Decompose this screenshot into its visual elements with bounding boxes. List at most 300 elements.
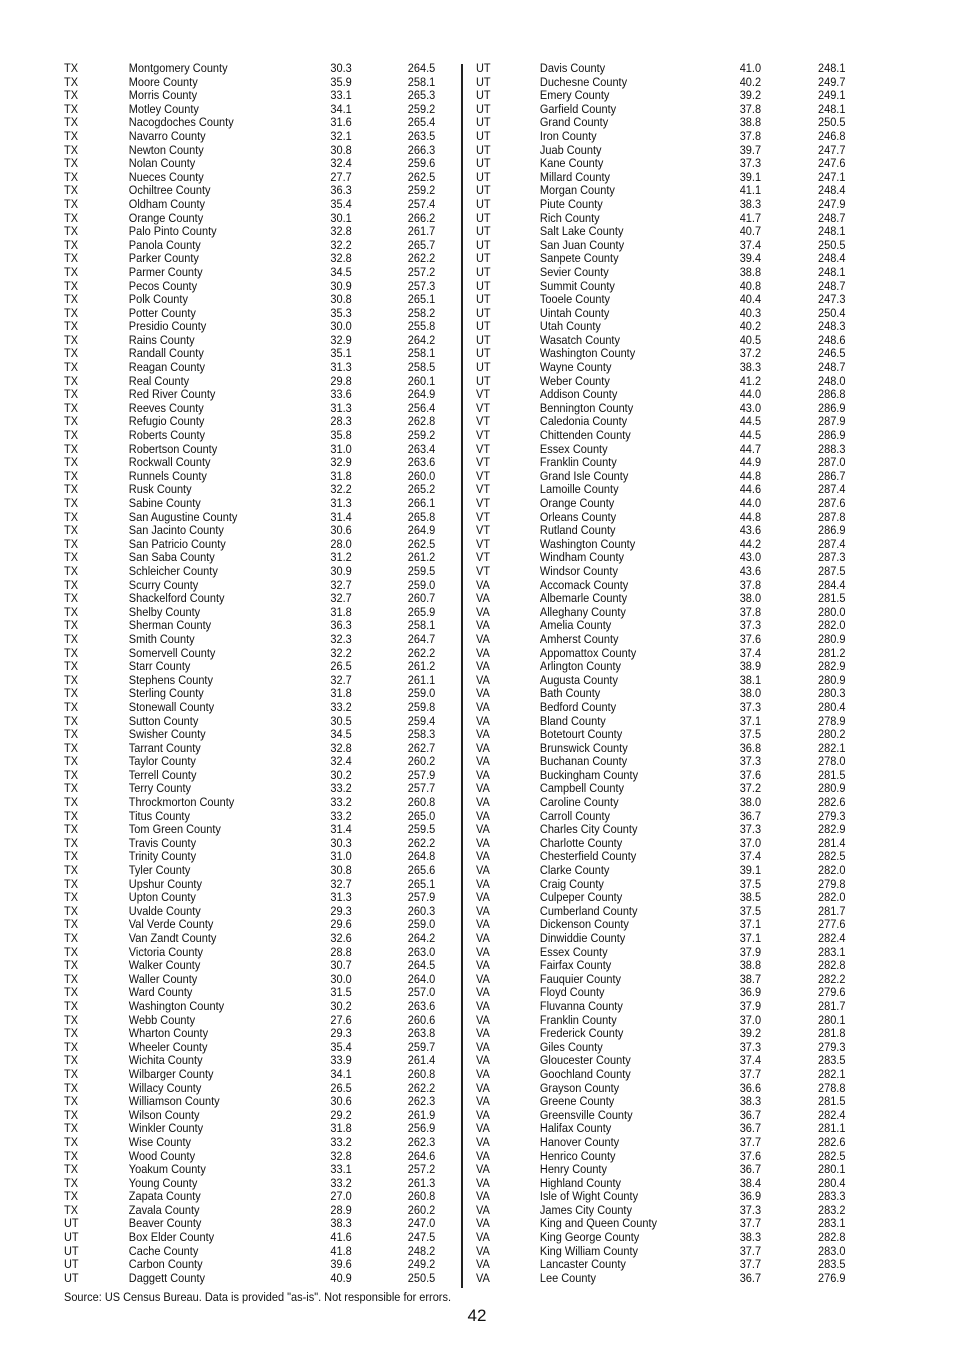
table-row [64,931,436,946]
value-1-cell: 37.8 [739,604,762,619]
value-1-cell: 41.8 [330,1243,352,1258]
county-cell: Morgan County [539,183,615,198]
table-row [476,1216,846,1231]
value-1-cell: 32.7 [330,577,352,592]
value-2-cell: 265.1 [407,876,436,891]
state-cell: TX [64,1202,79,1217]
state-cell: VA [476,1148,490,1163]
county-cell: Grand County [539,115,609,130]
table-row [64,428,436,443]
value-2-cell: 258.3 [407,727,436,742]
state-cell: VT [476,496,491,510]
state-cell: TX [64,808,79,823]
state-cell: VA [476,808,490,823]
table-row [64,1026,436,1041]
value-1-cell: 41.1 [739,183,762,198]
state-cell: TX [64,319,79,334]
value-2-cell: 265.8 [407,509,436,524]
value-1-cell: 44.2 [739,536,762,551]
value-2-cell: 282.9 [818,659,846,674]
state-cell: VA [476,835,490,850]
state-cell: VA [476,1243,490,1258]
value-1-cell: 37.7 [739,1066,762,1081]
value-1-cell: 36.7 [739,1270,762,1285]
value-1-cell: 37.7 [739,1216,762,1231]
value-1-cell: 36.3 [330,618,352,633]
table-row [64,727,436,742]
value-2-cell: 250.4 [818,305,846,320]
value-1-cell: 29.8 [330,373,352,388]
value-2-cell: 260.8 [407,1189,436,1204]
table-row [64,455,436,470]
table-row [476,917,846,932]
value-1-cell: 37.3 [739,1039,762,1054]
table-row [476,305,846,321]
table-row [476,373,846,389]
value-1-cell: 34.5 [330,727,352,742]
county-cell: Millard County [539,169,611,184]
table-row [64,101,436,117]
state-cell: UT [476,360,491,375]
state-cell: TX [64,237,79,252]
state-cell: TX [64,142,79,157]
value-1-cell: 41.2 [739,373,762,388]
county-cell: Upshur County [128,876,202,891]
value-1-cell: 41.7 [739,210,762,225]
county-cell: Augusta County [539,672,618,687]
value-2-cell: 259.2 [407,428,436,443]
value-2-cell: 280.1 [818,1012,846,1027]
county-cell: Reagan County [128,360,206,375]
table-row [64,713,436,729]
value-2-cell: 265.1 [407,292,436,307]
value-1-cell: 43.6 [739,563,762,578]
value-2-cell: 248.7 [818,210,846,225]
county-cell: Brunswick County [539,740,628,755]
value-2-cell: 248.0 [818,373,846,388]
county-cell: Garfield County [539,101,617,116]
county-cell: Wharton County [128,1026,209,1041]
state-cell: VA [476,686,490,701]
table-row [64,1066,436,1082]
county-cell: Victoria County [128,944,203,959]
value-2-cell: 258.1 [407,618,436,633]
state-cell: UT [476,156,491,171]
value-1-cell: 30.7 [330,958,352,973]
table-row [476,631,846,647]
county-cell: Val Verde County [128,917,214,932]
state-cell: UT [64,1243,79,1258]
county-cell: Lancaster County [539,1257,626,1272]
value-1-cell: 37.7 [739,1134,762,1149]
value-2-cell: 281.8 [818,1026,846,1041]
value-1-cell: 32.4 [330,156,352,171]
county-cell: Lamoille County [539,482,619,497]
table-row [64,563,436,579]
state-cell: UT [476,319,491,334]
value-2-cell: 257.0 [407,985,436,1000]
table-row [476,224,846,239]
county-cell: Buchanan County [539,754,628,769]
table-row [64,1270,436,1286]
value-1-cell: 32.2 [330,237,352,252]
state-cell: TX [64,835,79,850]
county-cell: Sanpete County [539,251,619,266]
value-2-cell: 250.5 [818,237,846,252]
value-1-cell: 44.0 [739,496,762,510]
table-row [64,1216,436,1231]
county-cell: Appomattox County [539,645,637,660]
state-cell: UT [64,1230,79,1245]
value-2-cell: 248.1 [818,101,846,116]
value-1-cell: 31.3 [330,890,352,905]
table-row [476,1162,846,1177]
state-cell: TX [64,536,79,551]
value-2-cell: 260.3 [407,903,436,918]
value-1-cell: 30.2 [330,767,352,782]
county-cell: Wise County [128,1134,191,1149]
value-2-cell: 257.9 [407,767,436,782]
table-row [64,740,436,756]
county-cell: Botetourt County [539,727,623,742]
state-cell: TX [64,61,79,75]
county-cell: Uvalde County [128,903,201,918]
value-1-cell: 31.8 [330,604,352,619]
state-cell: TX [64,115,79,130]
value-1-cell: 37.4 [739,849,762,864]
state-cell: TX [64,468,79,483]
value-1-cell: 37.5 [739,876,762,891]
value-2-cell: 258.1 [407,74,436,89]
value-2-cell: 263.0 [407,944,436,959]
value-2-cell: 259.7 [407,1039,436,1054]
county-cell: Real County [128,373,190,388]
value-1-cell: 36.3 [330,183,352,198]
value-2-cell: 262.2 [407,1080,436,1095]
state-cell: UT [476,373,491,388]
table-row [476,1202,846,1218]
county-cell: Utah County [539,319,601,334]
value-2-cell: 260.8 [407,795,436,810]
county-cell: Smith County [128,631,195,646]
value-1-cell: 30.8 [330,863,352,878]
value-1-cell: 32.2 [330,482,352,497]
value-1-cell: 32.6 [330,931,352,945]
value-2-cell: 279.6 [818,985,846,1000]
value-1-cell: 37.2 [739,346,762,361]
county-cell: Potter County [128,305,196,320]
value-1-cell: 36.9 [739,985,762,1000]
table-row [476,101,846,117]
county-cell: Terry County [128,781,191,796]
value-2-cell: 262.5 [407,169,436,184]
value-1-cell: 29.6 [330,917,352,932]
value-1-cell: 41.6 [330,1230,352,1245]
value-1-cell: 33.2 [330,699,352,714]
value-1-cell: 38.3 [739,360,762,375]
county-cell: San Patricio County [128,536,226,551]
state-cell: TX [64,767,79,782]
value-1-cell: 35.8 [330,428,352,443]
state-cell: VA [476,1162,490,1177]
value-2-cell: 263.8 [407,1026,436,1041]
value-1-cell: 36.9 [739,1189,762,1204]
county-cell: Orange County [539,496,615,510]
county-cell: Somervell County [128,645,216,660]
table-row [476,672,846,688]
value-1-cell: 35.9 [330,74,352,89]
state-cell: TX [64,849,79,864]
county-cell: Alleghany County [539,604,626,619]
value-2-cell: 280.4 [818,699,846,714]
column-divider [461,64,463,1288]
value-1-cell: 28.0 [330,536,352,551]
value-1-cell: 37.4 [739,1053,762,1068]
value-1-cell: 39.1 [739,863,762,878]
table-row [64,1162,436,1177]
state-cell: UT [476,346,491,361]
table-row [476,699,846,715]
county-cell: Windsor County [539,563,618,578]
state-cell: TX [64,400,79,415]
state-cell: TX [64,292,79,307]
value-1-cell: 37.1 [739,713,762,728]
county-cell: Bedford County [539,699,617,714]
county-cell: Wheeler County [128,1039,208,1054]
county-cell: Runnels County [128,468,207,483]
table-row [64,645,436,661]
value-1-cell: 37.5 [739,903,762,918]
table-row [64,835,436,851]
value-1-cell: 31.3 [330,496,352,510]
table-row [476,387,846,402]
county-cell: Bennington County [539,400,634,415]
table-row [476,835,846,851]
state-cell: TX [64,971,79,986]
value-2-cell: 249.1 [818,88,846,103]
value-2-cell: 259.0 [407,577,436,592]
state-cell: VT [476,563,491,578]
county-cell: Motley County [128,101,199,116]
county-cell: Weber County [539,373,610,388]
value-1-cell: 40.4 [739,292,762,307]
county-cell: Tooele County [539,292,611,307]
value-2-cell: 247.3 [818,292,846,307]
table-row [476,428,846,443]
value-2-cell: 282.2 [818,971,846,986]
county-cell: Uintah County [539,305,610,320]
state-cell: TX [64,822,79,837]
value-1-cell: 37.9 [739,944,762,959]
table-row [476,536,846,552]
value-1-cell: 31.2 [330,550,352,565]
value-2-cell: 282.6 [818,1134,846,1149]
county-cell: Campbell County [539,781,625,796]
state-cell: UT [476,183,491,198]
state-cell: TX [64,1162,79,1177]
state-cell: UT [476,88,491,103]
state-cell: TX [64,754,79,769]
table-row [476,903,846,919]
table-row [476,183,846,198]
value-2-cell: 259.8 [407,699,436,714]
state-cell: TX [64,278,79,293]
table-row [476,1175,846,1191]
table-row [476,346,846,361]
state-cell: TX [64,509,79,524]
county-cell: Nolan County [128,156,196,171]
county-cell: Tarrant County [128,740,201,755]
table-row [64,387,436,402]
value-2-cell: 261.3 [407,1175,436,1190]
state-cell: TX [64,727,79,742]
county-cell: Rutland County [539,523,616,538]
county-cell: Wilson County [128,1107,200,1122]
value-1-cell: 30.0 [330,971,352,986]
value-2-cell: 248.7 [818,278,846,293]
value-2-cell: 262.8 [407,414,436,429]
county-cell: Amherst County [539,631,619,646]
table-row [476,414,846,429]
state-cell: TX [64,1026,79,1041]
value-1-cell: 30.6 [330,523,352,538]
table-row [476,482,846,497]
value-1-cell: 35.4 [330,1039,352,1054]
value-1-cell: 31.8 [330,1121,352,1136]
state-cell: TX [64,482,79,497]
table-row [64,400,436,416]
value-2-cell: 287.8 [818,509,846,524]
county-cell: Chittenden County [539,428,631,443]
table-row [64,292,436,307]
state-cell: TX [64,210,79,225]
value-1-cell: 30.2 [330,998,352,1013]
value-1-cell: 33.1 [330,1162,352,1177]
value-1-cell: 30.8 [330,292,352,307]
table-row [476,1148,846,1164]
value-1-cell: 37.8 [739,577,762,592]
table-row [476,400,846,416]
value-1-cell: 37.3 [739,754,762,769]
county-cell: San Augustine County [128,509,238,524]
state-cell: TX [64,305,79,320]
table-row [476,468,846,484]
value-1-cell: 33.2 [330,808,352,823]
state-cell: UT [64,1216,79,1231]
state-cell: UT [476,196,491,211]
state-cell: VA [476,1026,490,1041]
state-cell: TX [64,944,79,959]
county-cell: Carbon County [128,1257,203,1272]
table-row [476,550,846,565]
value-2-cell: 257.7 [407,781,436,796]
value-1-cell: 30.9 [330,278,352,293]
county-cell: Sterling County [128,686,204,701]
value-1-cell: 37.4 [739,237,762,252]
table-row [476,713,846,729]
state-cell: TX [64,88,79,103]
table-row [476,754,846,769]
state-cell: VA [476,699,490,714]
county-cell: Robertson County [128,441,218,456]
value-1-cell: 44.9 [739,455,762,470]
value-2-cell: 264.9 [407,523,436,538]
state-cell: VA [476,1107,490,1122]
value-2-cell: 264.7 [407,631,436,646]
state-cell: VA [476,944,490,959]
value-2-cell: 279.8 [818,876,846,891]
value-2-cell: 282.9 [818,822,846,837]
table-row [476,455,846,470]
county-cell: Daggett County [128,1270,206,1285]
value-2-cell: 265.7 [407,237,436,252]
county-cell: Panola County [128,237,201,252]
value-2-cell: 248.4 [818,183,846,198]
county-cell: Yoakum County [128,1162,206,1177]
state-cell: VA [476,1175,490,1190]
state-cell: TX [64,876,79,891]
county-cell: Sutton County [128,713,199,728]
county-cell: Rusk County [128,482,192,497]
county-cell: Wood County [128,1148,196,1163]
value-1-cell: 36.6 [739,1080,762,1095]
county-cell: Cache County [128,1243,199,1258]
county-cell: Randall County [128,346,204,361]
table-row [476,1257,846,1272]
county-cell: Palo Pinto County [128,224,217,239]
state-cell: VT [476,400,491,415]
table-row [64,1257,436,1272]
value-1-cell: 37.7 [739,1257,762,1272]
value-1-cell: 40.9 [330,1270,352,1285]
county-cell: San Jacinto County [128,523,224,538]
table-row [476,1039,846,1055]
county-cell: Caroline County [539,795,619,810]
value-1-cell: 38.8 [739,958,762,973]
state-cell: UT [476,292,491,307]
county-cell: James City County [539,1202,632,1217]
state-cell: VA [476,1080,490,1095]
table-row [476,292,846,307]
value-2-cell: 259.0 [407,917,436,932]
table-row [64,1175,436,1191]
value-2-cell: 256.4 [407,400,436,415]
county-cell: Throckmorton County [128,795,235,810]
value-2-cell: 260.2 [407,1202,436,1217]
value-2-cell: 248.7 [818,360,846,375]
value-2-cell: 259.5 [407,563,436,578]
state-cell: TX [64,563,79,578]
table-row [64,903,436,919]
county-cell: Shackelford County [128,591,225,606]
county-cell: Rich County [539,210,600,225]
state-cell: VA [476,903,490,918]
state-cell: VA [476,1094,490,1109]
value-2-cell: 287.4 [818,482,846,497]
value-2-cell: 264.2 [407,931,436,945]
value-2-cell: 266.2 [407,210,436,225]
table-row [64,550,436,565]
state-cell: TX [64,604,79,619]
state-cell: TX [64,699,79,714]
state-cell: UT [476,251,491,266]
value-1-cell: 32.9 [330,332,352,347]
value-1-cell: 32.7 [330,591,352,606]
county-cell: Floyd County [539,985,605,1000]
county-cell: Box Elder County [128,1230,215,1245]
table-row [476,781,846,796]
value-2-cell: 250.5 [407,1270,436,1285]
